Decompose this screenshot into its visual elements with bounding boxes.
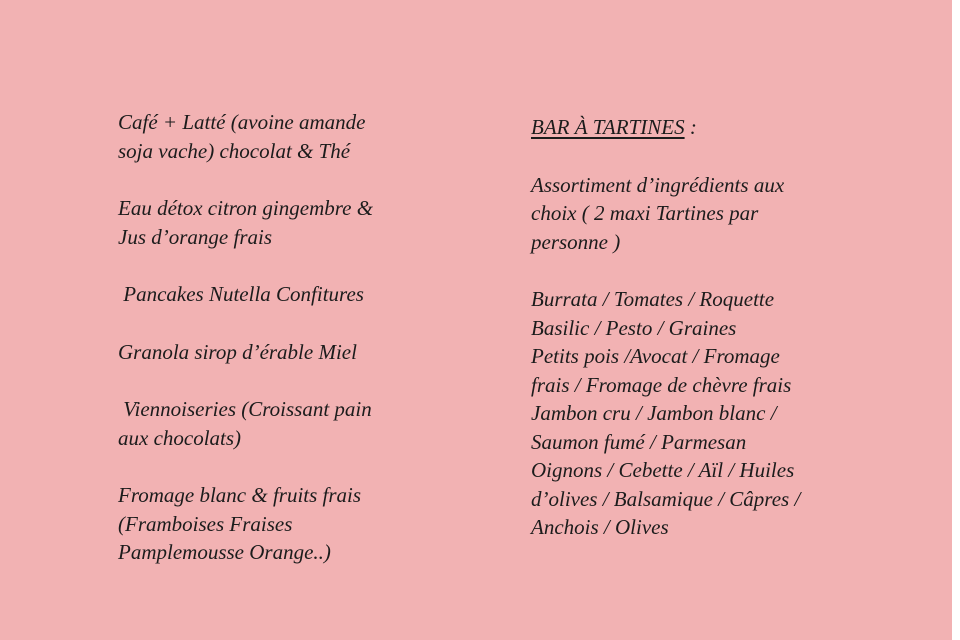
menu-line: (Framboises Fraises xyxy=(118,511,293,536)
menu-line: aux chocolats) xyxy=(118,425,242,450)
ingredient-line: Jambon cru / Jambon blanc / xyxy=(531,401,777,425)
menu-line: Jus d’orange frais xyxy=(118,224,272,249)
ingredient-line: Saumon fumé / Parmesan xyxy=(531,429,747,454)
tartine-intro xyxy=(531,171,861,257)
menu-line: Café + Latté (avoine amande xyxy=(118,110,366,134)
section-heading-text: BAR À TARTINES xyxy=(531,115,685,139)
intro-line: personne ) xyxy=(531,229,621,254)
ingredient-line: Oignons / Cebette / Aïl / Huiles xyxy=(531,458,795,482)
menu-line: Pamplemousse Orange..) xyxy=(118,540,331,564)
menu-line: Fromage blanc & fruits frais xyxy=(118,483,362,507)
ingredient-line: Basilic / Pesto / Graines xyxy=(531,315,737,340)
intro-line: choix ( 2 maxi Tartines par xyxy=(531,201,759,225)
menu-item-cold-drinks xyxy=(118,194,438,251)
menu-item-fromage-blanc xyxy=(118,481,438,567)
menu-line: Pancakes Nutella Confitures xyxy=(118,282,364,306)
ingredient-line: frais / Fromage de chèvre frais xyxy=(531,372,792,397)
menu-line: Viennoiseries (Croissant pain xyxy=(118,397,372,421)
menu-item-hot-drinks xyxy=(118,108,438,165)
menu-line: Eau détox citron gingembre & xyxy=(118,196,374,220)
tartine-bar-column xyxy=(531,113,861,542)
menu-line: soja vache) chocolat & Thé xyxy=(118,138,351,163)
ingredient-line: Petits pois /Avocat / Fromage xyxy=(531,344,780,368)
breakfast-column xyxy=(118,108,438,567)
ingredient-line: Burrata / Tomates / Roquette xyxy=(531,287,775,311)
ingredient-list xyxy=(531,285,861,542)
section-heading xyxy=(531,113,861,142)
intro-line: Assortiment d’ingrédients aux xyxy=(531,172,785,197)
section-heading-colon: : xyxy=(684,115,697,139)
menu-item-granola xyxy=(118,338,438,367)
ingredient-line: d’olives / Balsamique / Câpres / xyxy=(531,486,801,511)
ingredient-line: Anchois / Olives xyxy=(531,515,669,539)
menu-item-pancakes xyxy=(118,280,438,309)
menu-line: Granola sirop d’érable Miel xyxy=(118,339,357,364)
menu-item-viennoiseries xyxy=(118,395,438,452)
